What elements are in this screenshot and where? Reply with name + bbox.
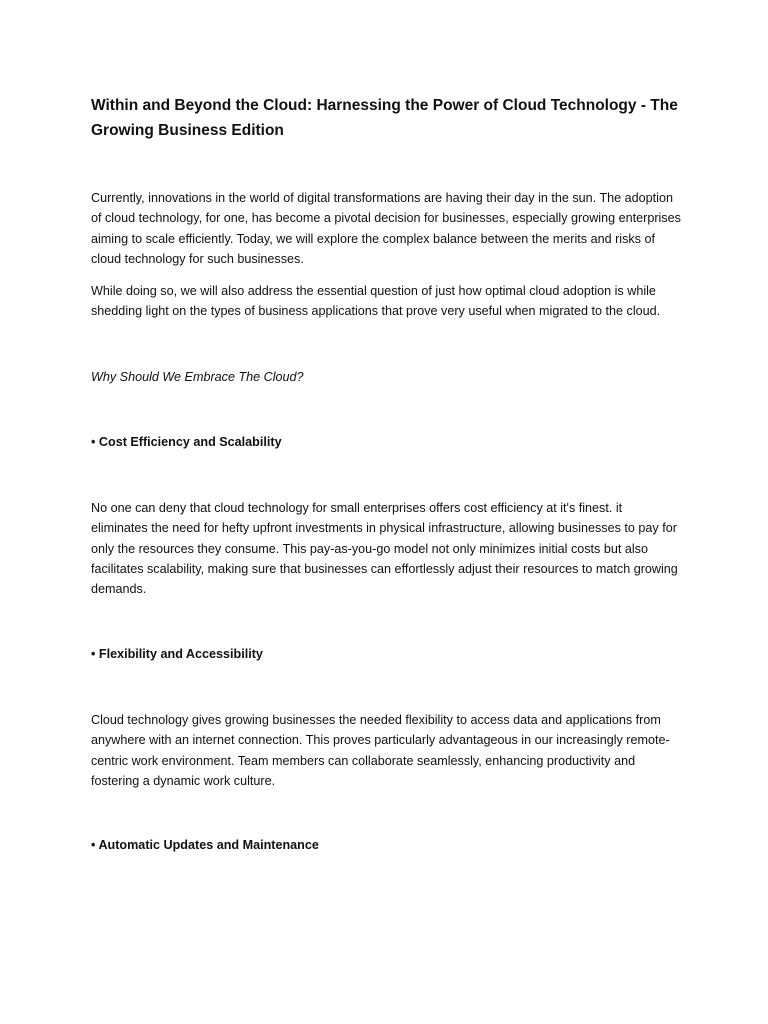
intro-paragraph-1: Currently, innovations in the world of digital transformations are having their day in the sun. The adoption of cloud technology, for one, has become a pivotal decision for businesses, especially growing enterprises aiming to scale efficiently. Today, we will explore the complex balance between the merits and risks of cloud technology for such businesses. xyxy=(91,191,681,266)
bullet-flexibility: • Flexibility and Accessibility xyxy=(91,647,263,661)
bullet-cost-efficiency: • Cost Efficiency and Scalability xyxy=(91,435,282,449)
bullet-automatic-updates: • Automatic Updates and Maintenance xyxy=(91,838,319,852)
document-title: Within and Beyond the Cloud: Harnessing the Power of Cloud Technology - The Growing Business Edition xyxy=(91,97,678,139)
intro-paragraph-2: While doing so, we will also address the essential question of just how optimal cloud adoption is while shedding light on the types of business applications that prove very useful when migrated to the cloud. xyxy=(91,284,661,319)
flexibility-paragraph: Cloud technology gives growing businesses the needed flexibility to access data and applications from anywhere with an internet connection. This proves particularly advantageous in our increasingly remote-centric work environment. Team members can collaborate seamlessly, enhancing productivity and fostering a dynamic work culture. xyxy=(91,713,670,788)
cost-efficiency-paragraph: No one can deny that cloud technology for small enterprises offers cost efficiency at it's finest. it eliminates the need for hefty upfront investments in physical infrastructure, allowing businesses to pay for only the resources they consume. This pay-as-you-go model not only minimizes initial costs but also facilitates scalability, making sure that businesses can effortlessly adjust their resources to match growing demands. xyxy=(91,501,678,597)
section-heading: Why Should We Embrace The Cloud? xyxy=(91,370,304,384)
